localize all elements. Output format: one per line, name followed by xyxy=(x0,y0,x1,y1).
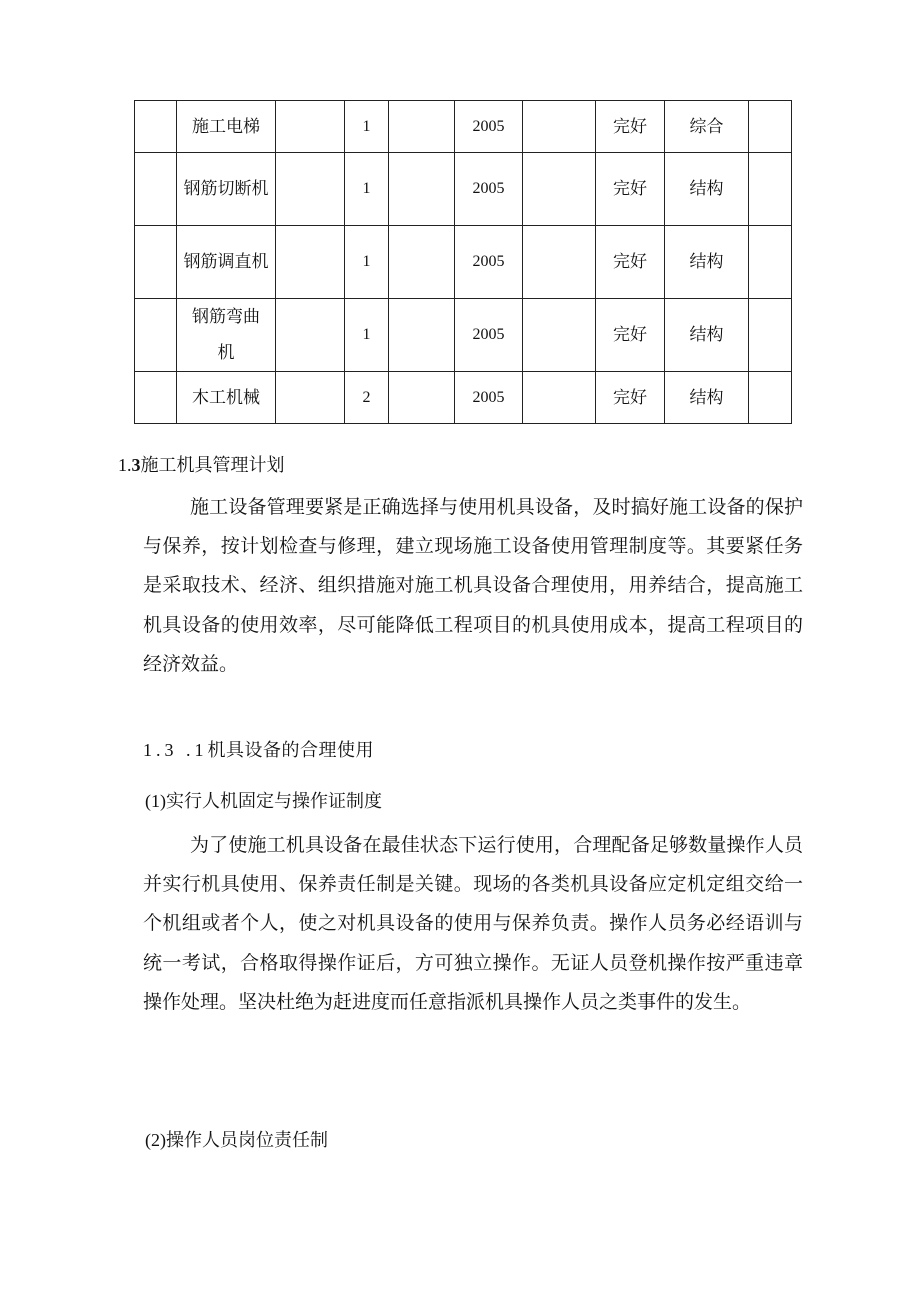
item-title: 操作人员岗位责任制 xyxy=(166,1130,328,1151)
item-number: (1) xyxy=(145,791,166,811)
cell-origin xyxy=(523,101,596,153)
cell-spec xyxy=(276,101,345,153)
cell-condition: 完好 xyxy=(596,372,665,424)
cell-spec xyxy=(276,153,345,226)
cell-no xyxy=(135,226,177,299)
item-title: 实行人机固定与操作证制度 xyxy=(166,791,382,812)
cell-condition: 完好 xyxy=(596,101,665,153)
cell-year: 2005 xyxy=(455,153,523,226)
cell-no xyxy=(135,299,177,372)
table-row xyxy=(135,101,792,153)
item-number: (2) xyxy=(145,1130,166,1150)
cell-usage: 结构 xyxy=(665,153,749,226)
cell-year: 2005 xyxy=(455,226,523,299)
cell-usage: 结构 xyxy=(665,299,749,372)
table-row xyxy=(135,372,792,424)
cell-name xyxy=(177,299,276,372)
cell-remark xyxy=(749,372,792,424)
subsection-title: 机具设备的合理使用 xyxy=(207,740,374,761)
section-1-3-paragraph: 施工设备管理要紧是正确选择与使用机具设备，及时搞好施工设备的保护与保养，按计划检查与修理，建立现场施工设备使用管理制度等。其要紧任务是采取技术、经济、组织措施对施工机具设备合理使用，用养结合，提高施工机具设备的使用效率，尽可能降低工程项目的机具使用成本，提高工程项目的经济效益。 xyxy=(143,496,803,675)
cell-origin xyxy=(523,372,596,424)
section-number xyxy=(118,455,141,475)
cell-remark xyxy=(749,153,792,226)
cell-qty: 1 xyxy=(345,299,389,372)
cell-condition: 完好 xyxy=(596,153,665,226)
cell-origin xyxy=(523,153,596,226)
cell-spec xyxy=(276,226,345,299)
section-number-prefix: 1. xyxy=(118,455,132,475)
cell-condition: 完好 xyxy=(596,226,665,299)
cell-power xyxy=(389,372,455,424)
section-heading-1-3 xyxy=(118,451,285,477)
table-row xyxy=(135,153,792,226)
cell-no xyxy=(135,153,177,226)
cell-name: 钢筋调直机 xyxy=(177,226,276,299)
subsection-number: 1.3 .1 xyxy=(143,740,208,760)
cell-spec xyxy=(276,372,345,424)
cell-spec xyxy=(276,299,345,372)
cell-qty: 1 xyxy=(345,226,389,299)
cell-power xyxy=(389,299,455,372)
cell-no xyxy=(135,101,177,153)
cell-qty: 1 xyxy=(345,101,389,153)
cell-qty: 2 xyxy=(345,372,389,424)
item-heading-2 xyxy=(145,1126,328,1152)
cell-year: 2005 xyxy=(455,299,523,372)
equipment-table xyxy=(134,100,792,424)
cell-year: 2005 xyxy=(455,101,523,153)
cell-remark xyxy=(749,101,792,153)
section-title: 施工机具管理计划 xyxy=(140,455,285,476)
cell-usage: 结构 xyxy=(665,226,749,299)
cell-no xyxy=(135,372,177,424)
section-number-bold: 3 xyxy=(131,455,141,475)
cell-name-text: 钢筋弯曲机 xyxy=(191,307,260,363)
cell-origin xyxy=(523,299,596,372)
item-heading-1 xyxy=(145,787,382,813)
cell-name: 施工电梯 xyxy=(177,101,276,153)
cell-power xyxy=(389,153,455,226)
cell-usage: 综合 xyxy=(665,101,749,153)
table-row xyxy=(135,299,792,372)
cell-name: 木工机械 xyxy=(177,372,276,424)
cell-remark xyxy=(749,299,792,372)
subsection-heading-1-3-1 xyxy=(143,736,374,762)
cell-name: 钢筋切断机 xyxy=(177,153,276,226)
cell-qty: 1 xyxy=(345,153,389,226)
cell-condition: 完好 xyxy=(596,299,665,372)
cell-power xyxy=(389,101,455,153)
cell-remark xyxy=(749,226,792,299)
cell-power xyxy=(389,226,455,299)
item-1-paragraph: 为了使施工机具设备在最佳状态下运行使用，合理配备足够数量操作人员并实行机具使用、保养责任制是关键。现场的各类机具设备应定机定组交给一个机组或者个人，使之对机具设备的使用与保养负责。操作人员务必经语训与统一考试，合格取得操作证后，方可独立操作。无证人员登机操作按严重违章操作处理。坚决杜绝为赶进度而任意指派机具操作人员之类事件的发生。 xyxy=(143,834,803,1013)
table-row xyxy=(135,226,792,299)
cell-usage: 结构 xyxy=(665,372,749,424)
cell-year: 2005 xyxy=(455,372,523,424)
cell-origin xyxy=(523,226,596,299)
